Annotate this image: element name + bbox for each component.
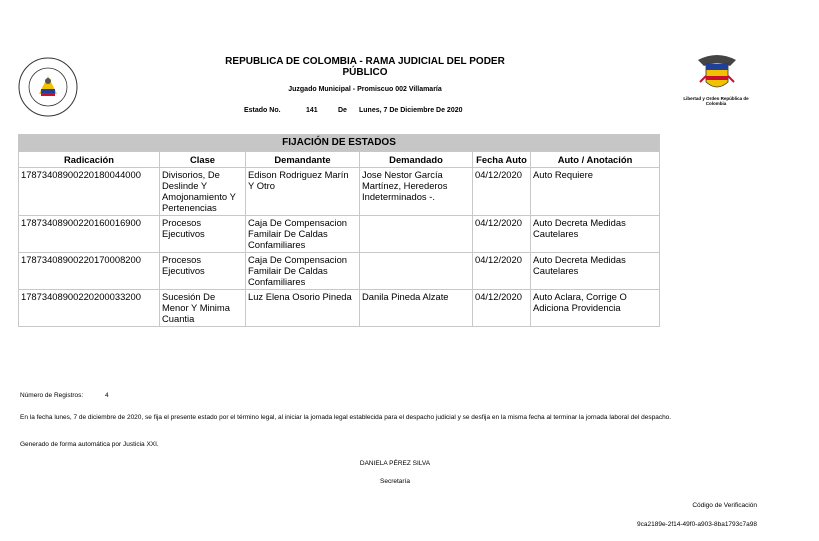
fecha-auto-cell: 04/12/2020 — [473, 253, 531, 290]
clase-cell: Sucesión De Menor Y Minima Cuantia — [160, 290, 246, 327]
table-row — [19, 168, 660, 216]
clase-cell: Procesos Ejecutivos — [160, 216, 246, 253]
demandante-cell: Caja De Compensacion Familair De Caldas Confamiliares — [246, 253, 360, 290]
registros-label: Número de Registros: — [20, 392, 84, 399]
demandante-cell: Luz Elena Osorio Pineda — [246, 290, 360, 327]
column-header: Demandante — [246, 152, 360, 168]
demandado-cell — [360, 216, 473, 253]
generated-note: Generado de forma automática por Justicia XXI. — [20, 441, 159, 448]
radicacion-cell: 17873408900220170008200 — [19, 253, 160, 290]
demandado-cell: Jose Nestor García Martínez, Herederos Indeterminados -. — [360, 168, 473, 216]
demandante-cell: Edison Rodriguez Marín Y Otro — [246, 168, 360, 216]
radicacion-cell: 17873408900220200033200 — [19, 290, 160, 327]
fecha-auto-cell: 04/12/2020 — [473, 168, 531, 216]
column-header: Clase — [160, 152, 246, 168]
rama-judicial-seal — [17, 56, 79, 118]
verification-code: 9ca2189e-2f14-49f0-a903-8ba1793c7a98 — [637, 521, 757, 528]
anotacion-cell: Auto Aclara, Corrige O Adiciona Providencia — [531, 290, 660, 327]
verification-label: Código de Verificación — [692, 502, 757, 509]
column-header: Radicación — [19, 152, 160, 168]
column-header: Auto / Anotación — [531, 152, 660, 168]
de-label: De — [338, 107, 347, 114]
signer-name: DANIELA PÉREZ SILVA — [359, 460, 431, 467]
table-row — [19, 216, 660, 253]
court-name: Juzgado Municipal - Promiscuo 002 Villamaría — [288, 86, 442, 93]
column-header: Fecha Auto — [473, 152, 531, 168]
anotacion-cell: Auto Requiere — [531, 168, 660, 216]
anotacion-cell: Auto Decreta Medidas Cautelares — [531, 216, 660, 253]
fecha-auto-cell: 04/12/2020 — [473, 290, 531, 327]
demandado-cell — [360, 253, 473, 290]
clase-cell: Divisorios, De Deslinde Y Amojonamiento Y Pertenencias — [160, 168, 246, 216]
table-banner: FIJACIÓN DE ESTADOS — [19, 135, 660, 152]
table-row — [19, 253, 660, 290]
radicacion-cell: 17873408900220180044000 — [19, 168, 160, 216]
demandante-cell: Caja De Compensacion Familair De Caldas Confamiliares — [246, 216, 360, 253]
anotacion-cell: Auto Decreta Medidas Cautelares — [531, 253, 660, 290]
colombia-seal-caption: Libertad y Orden República de Colombia — [683, 96, 749, 106]
column-header: Demandado — [360, 152, 473, 168]
fecha-auto-cell: 04/12/2020 — [473, 216, 531, 253]
signer-role: Secretaría — [380, 478, 410, 485]
table-row — [19, 290, 660, 327]
estado-date: Lunes, 7 De Diciembre De 2020 — [359, 107, 463, 114]
estados-table — [18, 134, 660, 327]
registros-count: 4 — [105, 392, 109, 399]
radicacion-cell: 17873408900220160016900 — [19, 216, 160, 253]
fijacion-notice: En la fecha lunes, 7 de diciembre de 2020, se fija el presente estado por el término legal, al iniciar la jornada legal establecida para el despacho judicial y se desfija en la misma fecha al terminar la jornada laboral del despacho. — [20, 414, 672, 421]
estado-number: 141 — [306, 107, 318, 114]
estado-label: Estado No. — [244, 107, 281, 114]
demandado-cell: Danila Pineda Alzate — [360, 290, 473, 327]
document-title: REPUBLICA DE COLOMBIA - RAMA JUDICIAL DEL PODER PÚBLICO — [225, 56, 505, 78]
clase-cell: Procesos Ejecutivos — [160, 253, 246, 290]
